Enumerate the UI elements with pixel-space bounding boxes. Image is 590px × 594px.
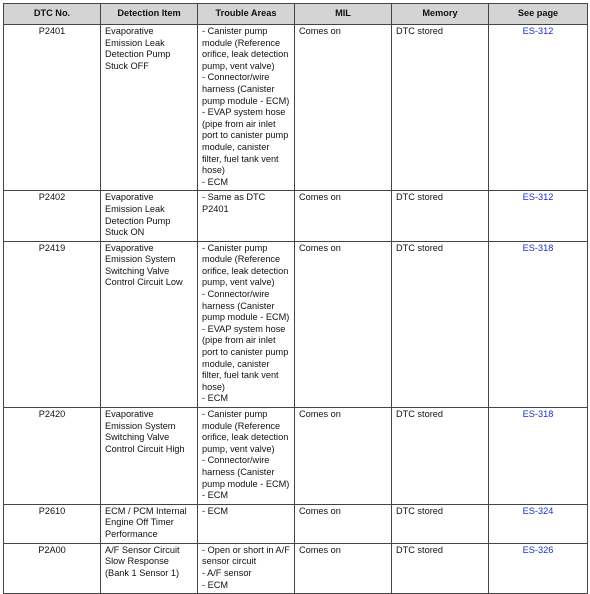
- table-row: [4, 543, 588, 593]
- mil-status: Comes on: [295, 408, 392, 505]
- see-page-link[interactable]: ES-318: [489, 408, 588, 505]
- trouble-area-line: - Connector/wire harness (Canister pump module - ECM): [202, 72, 290, 106]
- trouble-areas: [198, 241, 295, 407]
- table-row: [4, 504, 588, 543]
- memory-status: DTC stored: [392, 191, 489, 241]
- mil-status: Comes on: [295, 543, 392, 593]
- table-row: [4, 191, 588, 241]
- trouble-area-line: - Canister pump module (Reference orifice, leak detection pump, vent valve): [202, 242, 289, 288]
- trouble-areas: [198, 543, 295, 593]
- trouble-area-line: - ECM: [202, 505, 229, 516]
- detection-item: Evaporative Emission System Switching Valve Control Circuit Low: [101, 241, 198, 407]
- table-row: [4, 25, 588, 191]
- trouble-area-line: - Open or short in A/F sensor circuit: [202, 544, 290, 567]
- see-page-link[interactable]: ES-312: [489, 191, 588, 241]
- detection-item: Evaporative Emission System Switching Valve Control Circuit High: [101, 408, 198, 505]
- trouble-area-line: - Connector/wire harness (Canister pump module - ECM): [202, 455, 290, 489]
- mil-status: Comes on: [295, 241, 392, 407]
- header-see-page: See page: [489, 4, 588, 25]
- header-mil: MIL: [295, 4, 392, 25]
- detection-item: Evaporative Emission Leak Detection Pump Stuck ON: [101, 191, 198, 241]
- trouble-areas: [198, 25, 295, 191]
- detection-item: ECM / PCM Internal Engine Off Timer Performance: [101, 504, 198, 543]
- mil-status: Comes on: [295, 25, 392, 191]
- header-row: [4, 4, 588, 25]
- dtc-number: P2402: [4, 191, 101, 241]
- memory-status: DTC stored: [392, 408, 489, 505]
- trouble-area-line: - ECM: [202, 176, 229, 187]
- trouble-areas: [198, 191, 295, 241]
- trouble-area-line: - EVAP system hose (pipe from air inlet port to canister pump module, canister filter, fuel tank vent hose): [202, 323, 289, 392]
- trouble-area-line: - Canister pump module (Reference orifice, leak detection pump, vent valve): [202, 26, 289, 71]
- dtc-table-container: [3, 3, 588, 594]
- detection-item: Evaporative Emission Leak Detection Pump Stuck OFF: [101, 25, 198, 191]
- trouble-areas: [198, 504, 295, 543]
- header-trouble-areas: Trouble Areas: [198, 4, 295, 25]
- table-row: [4, 408, 588, 505]
- memory-status: DTC stored: [392, 25, 489, 191]
- trouble-area-line: - EVAP system hose (pipe from air inlet port to canister pump module, canister filter, fuel tank vent hose): [202, 107, 289, 176]
- dtc-number: P2610: [4, 504, 101, 543]
- dtc-number: P2419: [4, 241, 101, 407]
- dtc-table: [3, 3, 588, 594]
- memory-status: DTC stored: [392, 241, 489, 407]
- trouble-area-line: - Same as DTC P2401: [202, 192, 266, 214]
- trouble-area-line: - ECM: [202, 393, 229, 404]
- header-memory: Memory: [392, 4, 489, 25]
- header-detection-item: Detection Item: [101, 4, 198, 25]
- mil-status: Comes on: [295, 191, 392, 241]
- table-row: [4, 241, 588, 407]
- dtc-number: P2A00: [4, 543, 101, 593]
- trouble-areas: [198, 408, 295, 505]
- trouble-area-line: - Connector/wire harness (Canister pump module - ECM): [202, 289, 290, 323]
- trouble-area-line: - ECM: [202, 490, 229, 501]
- see-page-link[interactable]: ES-312: [489, 25, 588, 191]
- see-page-link[interactable]: ES-318: [489, 241, 588, 407]
- mil-status: Comes on: [295, 504, 392, 543]
- see-page-link[interactable]: ES-326: [489, 543, 588, 593]
- see-page-link[interactable]: ES-324: [489, 504, 588, 543]
- dtc-number: P2401: [4, 25, 101, 191]
- trouble-area-line: - A/F sensor: [202, 567, 252, 578]
- memory-status: DTC stored: [392, 543, 489, 593]
- trouble-area-line: - ECM: [202, 579, 229, 590]
- dtc-number: P2420: [4, 408, 101, 505]
- memory-status: DTC stored: [392, 504, 489, 543]
- detection-item: A/F Sensor Circuit Slow Response (Bank 1 Sensor 1): [101, 543, 198, 593]
- trouble-area-line: - Canister pump module (Reference orifice, leak detection pump, vent valve): [202, 409, 289, 454]
- header-dtc-no: DTC No.: [4, 4, 101, 25]
